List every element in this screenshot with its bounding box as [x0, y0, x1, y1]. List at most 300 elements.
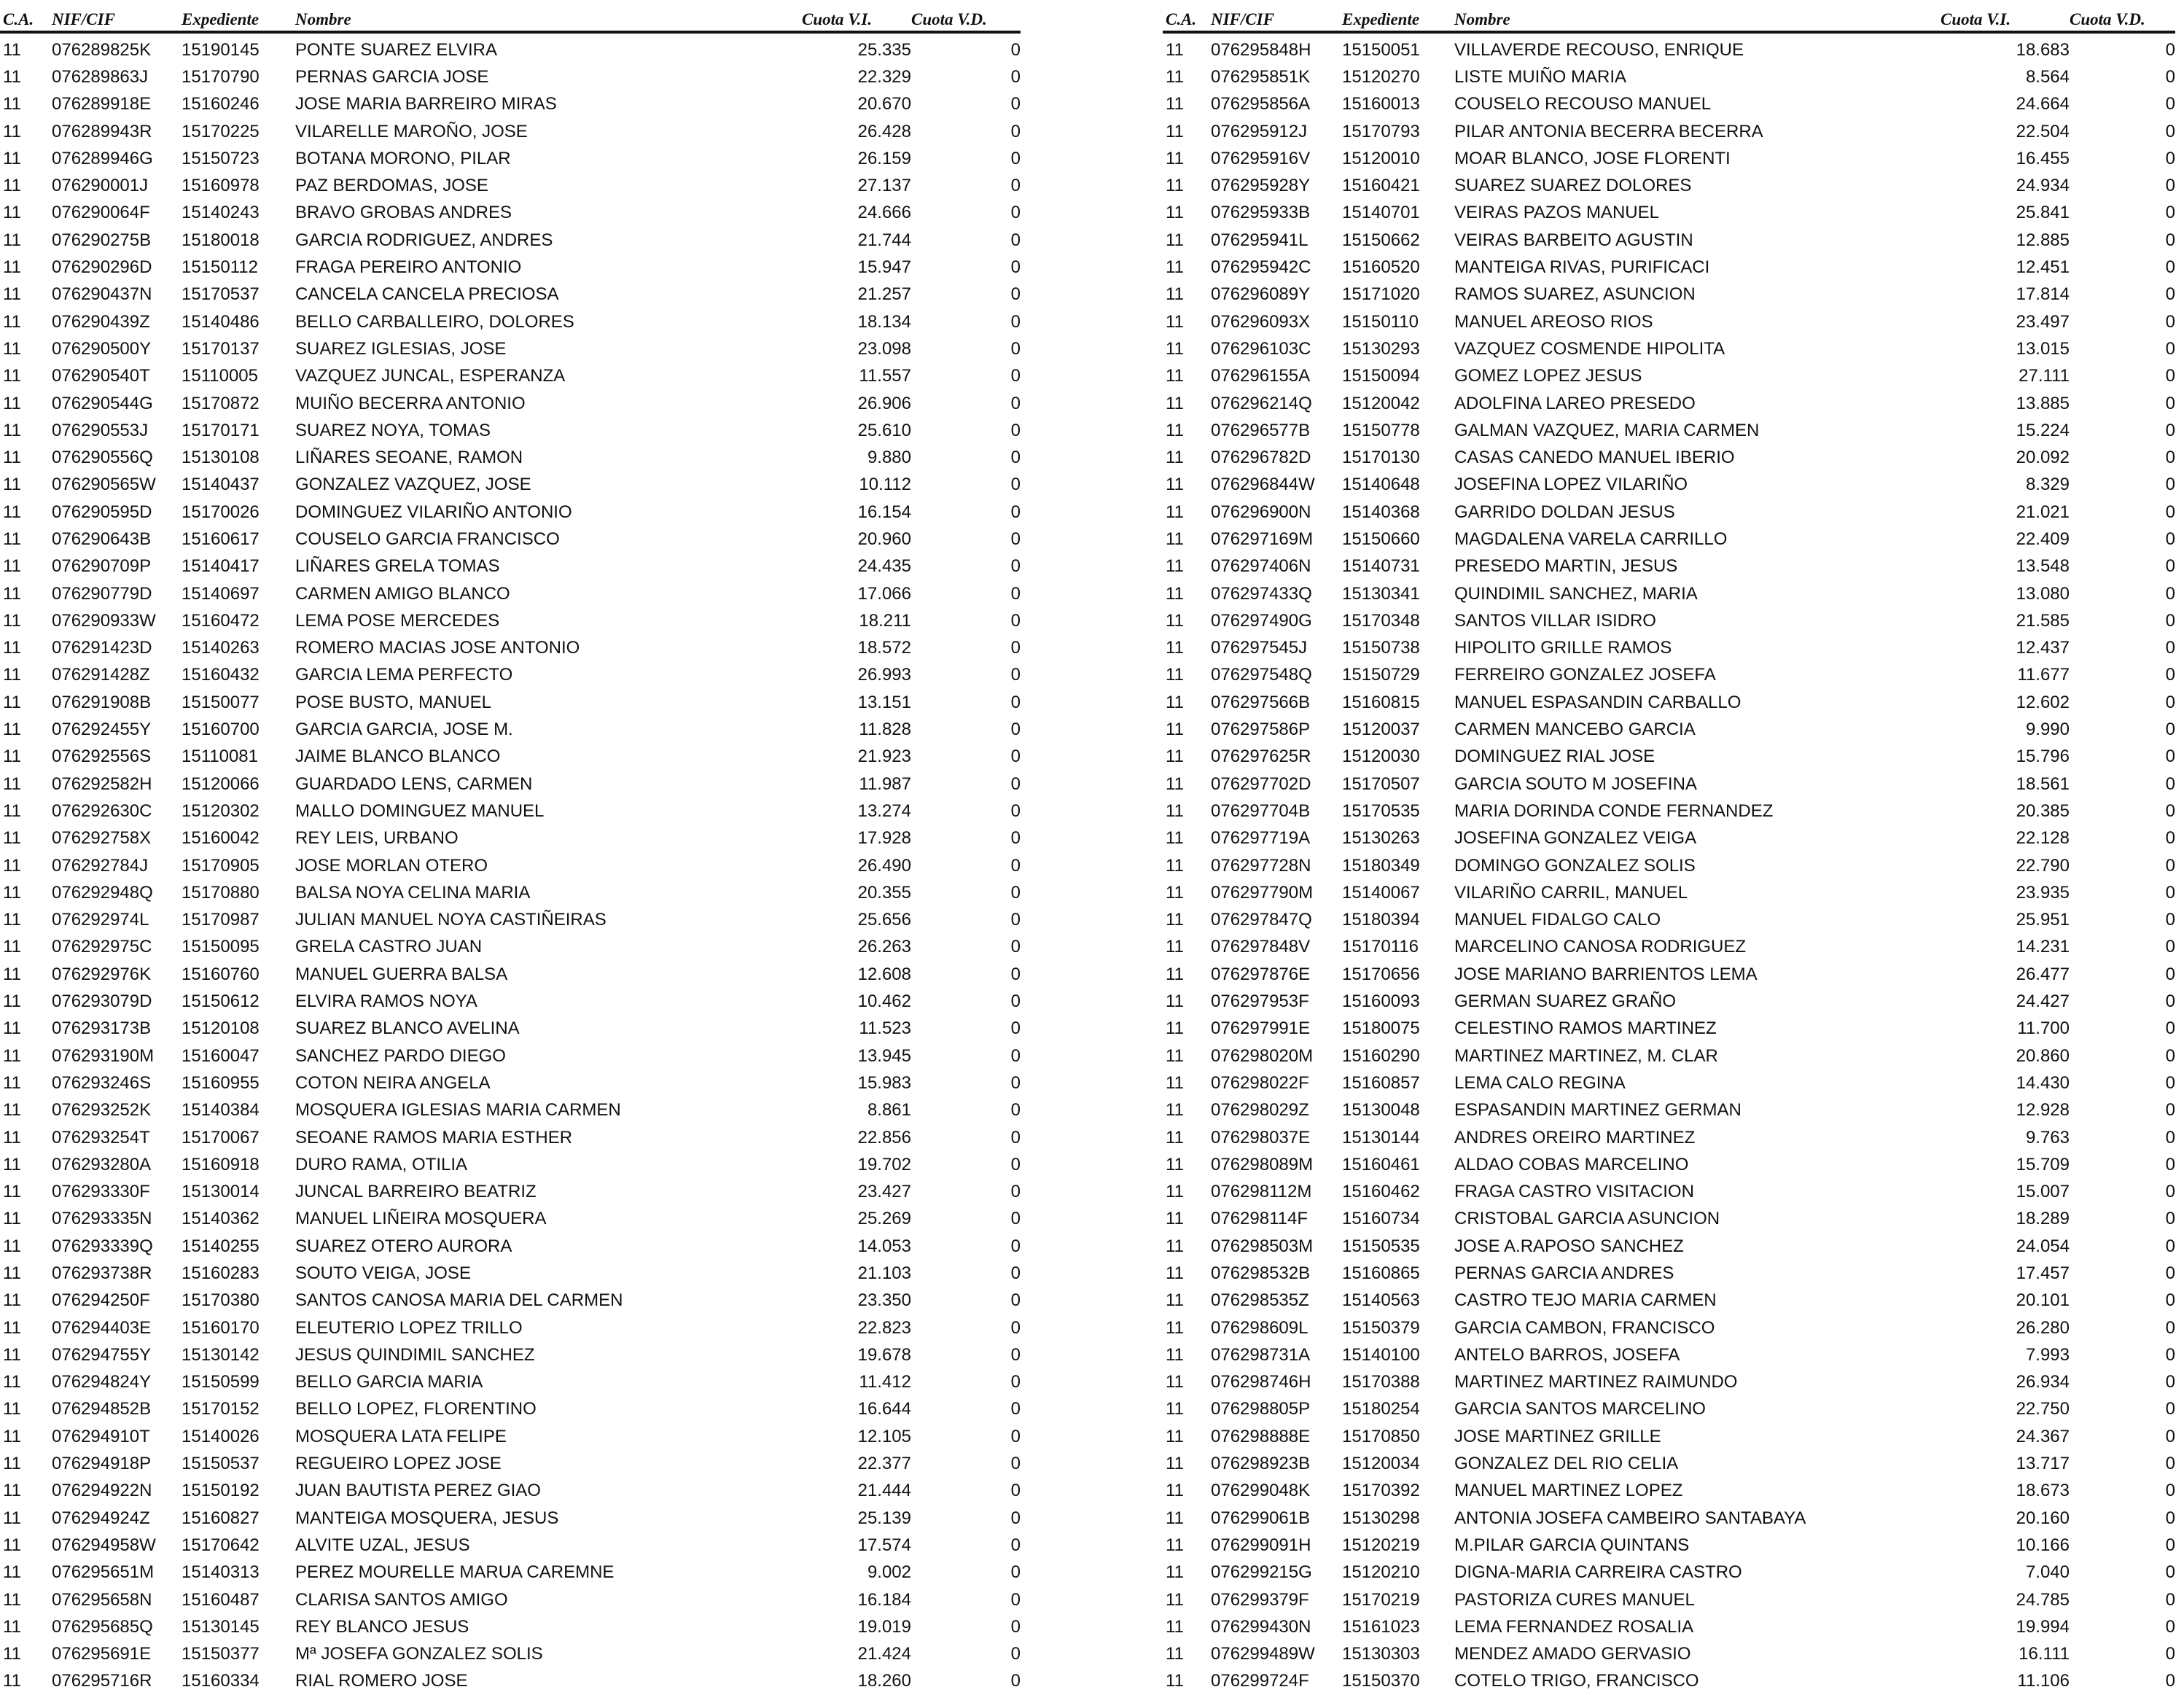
cell-nombre: MARTINEZ MARTINEZ RAIMUNDO: [1454, 1372, 1738, 1392]
cell-nif: 076293246S: [52, 1072, 152, 1093]
cell-cuota-vd: 0: [2165, 1535, 2175, 1555]
cell-ca: 11: [1166, 176, 1184, 196]
cell-expediente: 15160978: [182, 176, 260, 196]
cell-nombre: SUAREZ OTERO AURORA: [295, 1236, 512, 1256]
cell-nif: 076291423D: [52, 638, 152, 658]
cell-nif: 076298037E: [1211, 1127, 1311, 1147]
cell-nombre: JOSEFINA GONZALEZ VEIGA: [1454, 828, 1697, 849]
cell-expediente: 15140026: [182, 1426, 260, 1446]
cell-nif: 076295928Y: [1211, 176, 1311, 196]
cell-ca: 11: [1166, 366, 1184, 386]
cell-nombre: PILAR ANTONIA BECERRA BECERRA: [1454, 121, 1763, 141]
cell-nif: 076290933W: [52, 610, 156, 631]
cell-cuota-vd: 0: [1010, 203, 1021, 223]
cell-cuota-vi: 10.462: [857, 991, 911, 1012]
cell-cuota-vi: 20.092: [2016, 448, 2070, 468]
cell-nif: 076297991E: [1211, 1018, 1311, 1039]
cell-nif: 076295941L: [1211, 230, 1309, 250]
cell-nombre: SANTOS VILLAR ISIDRO: [1454, 610, 1656, 631]
cell-cuota-vd: 0: [2165, 148, 2175, 168]
header-cuota-vd: Cuota V.D.: [2070, 0, 2175, 32]
cell-ca: 11: [3, 1072, 21, 1093]
cell-cuota-vd: 0: [2165, 284, 2175, 305]
table-row: [1163, 281, 2175, 308]
cell-ca: 11: [3, 1182, 21, 1202]
cell-expediente: 15160857: [1342, 1072, 1420, 1093]
table-row: [1163, 227, 2175, 254]
cell-expediente: 15150729: [1342, 665, 1420, 685]
cell-nombre: LIÑARES GRELA TOMAS: [295, 556, 500, 577]
cell-nombre: CANCELA CANCELA PRECIOSA: [295, 284, 559, 305]
cell-cuota-vi: 11.700: [2017, 1018, 2070, 1039]
cell-nif: 076296844W: [1211, 475, 1315, 495]
cell-expediente: 15160815: [1342, 692, 1420, 712]
cell-nombre: SOUTO VEIGA, JOSE: [295, 1263, 471, 1283]
cell-ca: 11: [1166, 1372, 1184, 1392]
cell-ca: 11: [1166, 720, 1184, 740]
cell-nif: 076294824Y: [52, 1372, 152, 1392]
cell-cuota-vi: 24.664: [2016, 94, 2070, 114]
cell-nombre: MANUEL ESPASANDIN CARBALLO: [1454, 692, 1742, 712]
cell-nombre: ALVITE UZAL, JESUS: [295, 1535, 470, 1555]
cell-nif: 076294922N: [52, 1481, 152, 1501]
cell-expediente: 15150112: [182, 257, 258, 278]
cell-expediente: 15120042: [1342, 393, 1420, 413]
table-row: [0, 91, 1021, 118]
cell-nombre: GONZALEZ VAZQUEZ, JOSE: [295, 475, 531, 495]
cell-cuota-vi: 21.585: [2016, 610, 2070, 631]
cell-nif: 076295933B: [1211, 203, 1311, 223]
cell-cuota-vd: 0: [2165, 991, 2175, 1012]
table-row: [0, 744, 1021, 771]
cell-cuota-vi: 26.993: [857, 665, 911, 685]
cell-nif: 076296782D: [1211, 448, 1311, 468]
cell-ca: 11: [3, 1154, 21, 1174]
cell-expediente: 15170642: [182, 1535, 260, 1555]
cell-expediente: 15170026: [182, 502, 260, 522]
cell-cuota-vd: 0: [2165, 692, 2175, 712]
cell-cuota-vi: 23.935: [2016, 882, 2070, 903]
cell-cuota-vd: 0: [1010, 148, 1021, 168]
cell-cuota-vi: 20.355: [857, 882, 911, 903]
cell-expediente: 15160013: [1342, 94, 1420, 114]
table-row: [0, 63, 1021, 90]
cell-ca: 11: [1166, 284, 1184, 305]
cell-nombre: MANUEL GUERRA BALSA: [295, 964, 508, 984]
cell-cuota-vd: 0: [2165, 1127, 2175, 1147]
cell-nombre: PONTE SUAREZ ELVIRA: [295, 39, 497, 60]
cell-nif: 076295685Q: [52, 1616, 153, 1637]
cell-cuota-vi: 16.184: [857, 1589, 911, 1610]
cell-nombre: VAZQUEZ JUNCAL, ESPERANZA: [295, 366, 566, 386]
cell-nif: 076297586P: [1211, 720, 1311, 740]
cell-ca: 11: [1166, 311, 1184, 332]
cell-ca: 11: [3, 1399, 21, 1419]
cell-nombre: JOSE MARIANO BARRIENTOS LEMA: [1454, 964, 1758, 984]
cell-ca: 11: [3, 1562, 21, 1583]
cell-nif: 076296089Y: [1211, 284, 1311, 305]
cell-cuota-vi: 21.424: [857, 1644, 911, 1664]
table-row: [0, 118, 1021, 145]
cell-nif: 076295916V: [1211, 148, 1311, 168]
cell-cuota-vd: 0: [1010, 1454, 1021, 1474]
cell-nombre: BOTANA MORONO, PILAR: [295, 148, 511, 168]
cell-cuota-vi: 21.257: [857, 284, 911, 305]
cell-nombre: DOMINGO GONZALEZ SOLIS: [1454, 855, 1696, 876]
table-row: [1163, 363, 2175, 390]
cell-nif: 076292556S: [52, 747, 152, 767]
cell-expediente: 15160700: [182, 720, 260, 740]
cell-expediente: 15130263: [1342, 828, 1420, 849]
cell-nombre: BELLO LOPEZ, FLORENTINO: [295, 1399, 537, 1419]
cell-cuota-vd: 0: [1010, 1018, 1021, 1039]
cell-nif: 076299379F: [1211, 1589, 1309, 1610]
table-row: [0, 32, 1021, 63]
cell-nombre: LIÑARES SEOANE, RAMON: [295, 448, 523, 468]
cell-expediente: 15150778: [1342, 420, 1420, 440]
cell-ca: 11: [1166, 1100, 1184, 1121]
cell-expediente: 15171020: [1342, 284, 1420, 305]
cell-ca: 11: [1166, 964, 1184, 984]
cell-expediente: 15140362: [182, 1209, 260, 1229]
table-row: [1163, 1287, 2175, 1314]
cell-nombre: DOMINGUEZ VILARIÑO ANTONIO: [295, 502, 572, 522]
cell-cuota-vi: 11.677: [2017, 665, 2070, 685]
cell-nombre: CARMEN MANCEBO GARCIA: [1454, 720, 1696, 740]
cell-ca: 11: [1166, 448, 1184, 468]
cell-cuota-vd: 0: [1010, 366, 1021, 386]
cell-cuota-vi: 22.504: [2016, 121, 2070, 141]
cell-expediente: 15180394: [1342, 910, 1420, 930]
cell-cuota-vd: 0: [1010, 692, 1021, 712]
cell-cuota-vd: 0: [1010, 964, 1021, 984]
cell-nif: 076298029Z: [1211, 1100, 1309, 1121]
cell-ca: 11: [1166, 855, 1184, 876]
cell-nombre: VAZQUEZ COSMENDE HIPOLITA: [1454, 338, 1725, 359]
cell-nif: 076298888E: [1211, 1426, 1311, 1446]
cell-cuota-vd: 0: [1010, 1481, 1021, 1501]
table-row: [1163, 1450, 2175, 1477]
cell-nif: 076292976K: [52, 964, 152, 984]
cell-ca: 11: [3, 882, 21, 903]
cell-cuota-vd: 0: [2165, 1154, 2175, 1174]
cell-nombre: JESUS QUINDIMIL SANCHEZ: [295, 1344, 535, 1365]
cell-cuota-vi: 13.945: [857, 1045, 911, 1066]
table-row: [0, 1369, 1021, 1396]
cell-nombre: ANDRES OREIRO MARTINEZ: [1454, 1127, 1696, 1147]
table-row: [0, 1233, 1021, 1260]
cell-expediente: 15140243: [182, 203, 260, 223]
cell-cuota-vi: 9.990: [2025, 720, 2070, 740]
cell-nombre: VILLAVERDE RECOUSO, ENRIQUE: [1454, 39, 1744, 60]
cell-cuota-vd: 0: [2165, 529, 2175, 549]
cell-expediente: 15150537: [182, 1454, 260, 1474]
cell-expediente: 15170137: [182, 338, 260, 359]
cell-cuota-vd: 0: [2165, 393, 2175, 413]
cell-cuota-vi: 23.098: [857, 338, 911, 359]
cell-cuota-vi: 19.994: [2016, 1616, 2070, 1637]
header-ca: C.A.: [1163, 0, 1211, 32]
table-row: [1163, 1423, 2175, 1450]
cell-cuota-vi: 26.934: [2016, 1372, 2070, 1392]
right-records-body: [1163, 32, 2175, 1695]
cell-ca: 11: [1166, 257, 1184, 278]
table-row: [0, 1016, 1021, 1043]
cell-nombre: CARMEN AMIGO BLANCO: [295, 583, 510, 604]
cell-nombre: FRAGA PEREIRO ANTONIO: [295, 257, 522, 278]
cell-nif: 076298731A: [1211, 1344, 1311, 1365]
cell-cuota-vd: 0: [2165, 1508, 2175, 1528]
cell-ca: 11: [1166, 800, 1184, 821]
cell-ca: 11: [3, 529, 21, 549]
cell-ca: 11: [3, 39, 21, 60]
cell-ca: 11: [3, 393, 21, 413]
table-row: [0, 526, 1021, 553]
cell-cuota-vi: 26.263: [857, 937, 911, 957]
cell-ca: 11: [1166, 529, 1184, 549]
cell-ca: 11: [1166, 230, 1184, 250]
table-row: [0, 961, 1021, 988]
cell-expediente: 15170380: [182, 1290, 260, 1311]
table-row: [0, 1423, 1021, 1450]
cell-expediente: 15160421: [1342, 176, 1420, 196]
table-row: [1163, 1641, 2175, 1668]
cell-cuota-vi: 9.880: [867, 448, 911, 468]
table-row: [1163, 335, 2175, 362]
cell-nombre: PERNAS GARCIA JOSE: [295, 66, 489, 87]
table-row: [0, 689, 1021, 716]
cell-cuota-vi: 17.457: [2016, 1263, 2070, 1283]
cell-nif: 076299489W: [1211, 1644, 1315, 1664]
cell-cuota-vi: 16.111: [2019, 1644, 2070, 1664]
cell-nombre: GALMAN VAZQUEZ, MARIA CARMEN: [1454, 420, 1760, 440]
cell-nif: 076289943R: [52, 121, 152, 141]
cell-nif: 076295651M: [52, 1562, 155, 1583]
table-row: [0, 1668, 1021, 1695]
cell-ca: 11: [1166, 1236, 1184, 1256]
cell-nif: 076290275B: [52, 230, 152, 250]
cell-nombre: BELLO CARBALLEIRO, DOLORES: [295, 311, 574, 332]
cell-cuota-vd: 0: [2165, 882, 2175, 903]
cell-cuota-vi: 22.128: [2016, 828, 2070, 849]
table-row: [0, 363, 1021, 390]
cell-nif: 076292630C: [52, 800, 152, 821]
cell-expediente: 15140697: [182, 583, 260, 604]
cell-cuota-vd: 0: [1010, 937, 1021, 957]
cell-nombre: BELLO GARCIA MARIA: [295, 1372, 483, 1392]
cell-expediente: 15170872: [182, 393, 260, 413]
table-row: [1163, 1043, 2175, 1069]
cell-cuota-vd: 0: [1010, 991, 1021, 1012]
cell-nif: 076293738R: [52, 1263, 152, 1283]
table-row: [0, 1532, 1021, 1559]
cell-cuota-vi: 24.367: [2016, 1426, 2070, 1446]
cell-cuota-vi: 17.066: [857, 583, 911, 604]
cell-cuota-vd: 0: [2165, 1399, 2175, 1419]
table-row: [1163, 1586, 2175, 1613]
cell-nif: 076292455Y: [52, 720, 152, 740]
cell-cuota-vi: 12.437: [2016, 638, 2070, 658]
cell-expediente: 15130145: [182, 1616, 260, 1637]
cell-cuota-vi: 14.430: [2016, 1072, 2070, 1093]
header-expediente: Expediente: [1342, 0, 1454, 32]
cell-cuota-vi: 24.785: [2016, 1589, 2070, 1610]
cell-ca: 11: [3, 747, 21, 767]
cell-expediente: 15160617: [182, 529, 260, 549]
cell-expediente: 15180018: [182, 230, 260, 250]
cell-nombre: MOAR BLANCO, JOSE FLORENTI: [1454, 148, 1731, 168]
table-row: [1163, 1341, 2175, 1368]
cell-ca: 11: [3, 230, 21, 250]
cell-ca: 11: [3, 556, 21, 577]
cell-nif: 076290540T: [52, 366, 150, 386]
cell-ca: 11: [3, 1100, 21, 1121]
cell-cuota-vd: 0: [2165, 338, 2175, 359]
cell-cuota-vi: 23.497: [2016, 311, 2070, 332]
cell-expediente: 15160520: [1342, 257, 1420, 278]
cell-expediente: 15140384: [182, 1100, 260, 1121]
cell-expediente: 15150379: [1342, 1317, 1420, 1338]
cell-ca: 11: [3, 148, 21, 168]
cell-cuota-vd: 0: [2165, 230, 2175, 250]
cell-cuota-vi: 12.928: [2016, 1100, 2070, 1121]
cell-nif: 076292975C: [52, 937, 152, 957]
cell-cuota-vi: 18.683: [2016, 39, 2070, 60]
cell-cuota-vd: 0: [1010, 257, 1021, 278]
cell-ca: 11: [3, 1236, 21, 1256]
cell-cuota-vi: 12.105: [857, 1426, 911, 1446]
cell-nif: 076291428Z: [52, 665, 150, 685]
cell-expediente: 15130108: [182, 448, 260, 468]
cell-ca: 11: [1166, 1263, 1184, 1283]
cell-expediente: 15160918: [182, 1154, 260, 1174]
cell-cuota-vd: 0: [1010, 529, 1021, 549]
cell-ca: 11: [1166, 1018, 1184, 1039]
cell-ca: 11: [3, 121, 21, 141]
cell-nombre: QUINDIMIL SANCHEZ, MARIA: [1454, 583, 1698, 604]
cell-expediente: 15170152: [182, 1399, 260, 1419]
cell-ca: 11: [3, 991, 21, 1012]
cell-cuota-vi: 26.906: [857, 393, 911, 413]
cell-ca: 11: [3, 311, 21, 332]
cell-cuota-vd: 0: [2165, 800, 2175, 821]
cell-expediente: 15160472: [182, 610, 260, 631]
cell-cuota-vd: 0: [2165, 39, 2175, 60]
cell-expediente: 15180349: [1342, 855, 1420, 876]
cell-cuota-vi: 22.377: [857, 1454, 911, 1474]
cell-nif: 076290556Q: [52, 448, 153, 468]
cell-cuota-vi: 15.947: [857, 257, 911, 278]
table-row: [0, 1586, 1021, 1613]
cell-cuota-vi: 12.885: [2016, 230, 2070, 250]
table-row: [1163, 1314, 2175, 1341]
cell-ca: 11: [3, 1344, 21, 1365]
cell-cuota-vd: 0: [1010, 448, 1021, 468]
cell-expediente: 15120302: [182, 800, 260, 821]
cell-cuota-vi: 21.103: [857, 1263, 911, 1283]
cell-nif: 076299724F: [1211, 1671, 1309, 1691]
cell-nif: 076297702D: [1211, 774, 1311, 794]
table-row: [0, 662, 1021, 689]
header-cuota-vd: Cuota V.D.: [911, 0, 1021, 32]
cell-ca: 11: [1166, 393, 1184, 413]
cell-cuota-vi: 20.860: [2016, 1045, 2070, 1066]
cell-cuota-vd: 0: [1010, 638, 1021, 658]
cell-expediente: 15140437: [182, 475, 260, 495]
cell-cuota-vd: 0: [1010, 1236, 1021, 1256]
cell-nombre: JUNCAL BARREIRO BEATRIZ: [295, 1182, 537, 1202]
cell-cuota-vd: 0: [2165, 1454, 2175, 1474]
cell-cuota-vd: 0: [2165, 502, 2175, 522]
cell-cuota-vd: 0: [1010, 39, 1021, 60]
cell-nif: 076298020M: [1211, 1045, 1314, 1066]
cell-cuota-vi: 18.289: [2016, 1209, 2070, 1229]
cell-ca: 11: [3, 964, 21, 984]
cell-expediente: 15140067: [1342, 882, 1420, 903]
cell-expediente: 15120108: [182, 1018, 260, 1039]
cell-cuota-vi: 20.385: [2016, 800, 2070, 821]
table-row: [0, 798, 1021, 825]
cell-ca: 11: [3, 665, 21, 685]
table-row: [0, 1124, 1021, 1151]
table-row: [1163, 662, 2175, 689]
cell-cuota-vd: 0: [2165, 1644, 2175, 1664]
header-cuota-vi: Cuota V.I.: [1941, 0, 2070, 32]
cell-ca: 11: [3, 338, 21, 359]
cell-cuota-vd: 0: [1010, 230, 1021, 250]
cell-nif: 076296214Q: [1211, 393, 1312, 413]
cell-nombre: MANUEL LIÑEIRA MOSQUERA: [295, 1209, 547, 1229]
cell-cuota-vd: 0: [2165, 828, 2175, 849]
table-row: [0, 607, 1021, 634]
cell-nif: 076297847Q: [1211, 910, 1312, 930]
cell-nif: 076294910T: [52, 1426, 150, 1446]
cell-cuota-vd: 0: [1010, 910, 1021, 930]
table-row: [0, 1450, 1021, 1477]
cell-nif: 076290500Y: [52, 338, 152, 359]
cell-ca: 11: [3, 828, 21, 849]
cell-expediente: 15120037: [1342, 720, 1420, 740]
cell-nif: 076297490G: [1211, 610, 1312, 631]
cell-cuota-vi: 22.329: [857, 66, 911, 87]
cell-ca: 11: [1166, 148, 1184, 168]
cell-cuota-vd: 0: [2165, 774, 2175, 794]
cell-nif: 076293330F: [52, 1182, 150, 1202]
table-row: [0, 417, 1021, 444]
table-row: [0, 1478, 1021, 1505]
table-row: [0, 1151, 1021, 1178]
cell-cuota-vi: 17.928: [857, 828, 911, 849]
table-row: [1163, 1478, 2175, 1505]
cell-ca: 11: [1166, 638, 1184, 658]
cell-nif: 076294403E: [52, 1317, 152, 1338]
table-row: [0, 145, 1021, 172]
cell-expediente: 15160461: [1342, 1154, 1420, 1174]
cell-cuota-vi: 13.274: [857, 800, 911, 821]
cell-cuota-vi: 18.211: [859, 610, 911, 631]
table-row: [1163, 689, 2175, 716]
cell-nombre: ANTELO BARROS, JOSEFA: [1454, 1344, 1680, 1365]
table-row: [1163, 118, 2175, 145]
cell-nombre: SUAREZ SUAREZ DOLORES: [1454, 176, 1692, 196]
cell-nombre: PERNAS GARCIA ANDRES: [1454, 1263, 1674, 1283]
cell-cuota-vi: 16.455: [2016, 148, 2070, 168]
table-row: [0, 852, 1021, 879]
cell-nif: 076292758X: [52, 828, 152, 849]
table-row: [0, 1641, 1021, 1668]
cell-nombre: GARCIA GARCIA, JOSE M.: [295, 720, 513, 740]
cell-nif: 076293252K: [52, 1100, 152, 1121]
